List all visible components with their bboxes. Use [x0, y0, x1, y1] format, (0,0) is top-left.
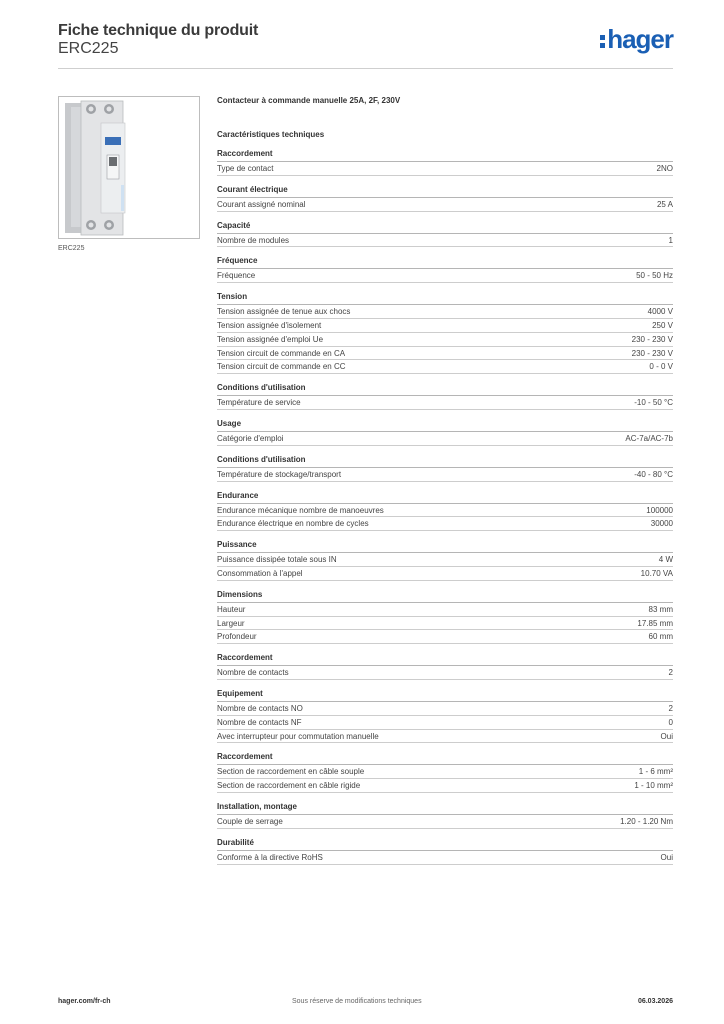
logo-dots-icon [600, 35, 605, 48]
spec-label: Température de stockage/transport [217, 469, 342, 479]
spec-label: Section de raccordement en câble rigide [217, 781, 361, 791]
spec-row [217, 396, 673, 410]
spec-value: -10 - 50 °C [634, 398, 673, 408]
spec-section [217, 292, 673, 374]
header-divider [58, 68, 673, 69]
spec-value: Oui [660, 852, 673, 862]
product-description: Contacteur à commande manuelle 25A, 2F, 230V [217, 96, 401, 105]
spec-label: Section de raccordement en câble souple [217, 767, 365, 777]
spec-section [217, 256, 673, 283]
spec-row [217, 504, 673, 518]
spec-row [217, 198, 673, 212]
spec-value: 230 - 230 V [631, 348, 673, 358]
spec-label: Avec interrupteur pour commutation manuelle [217, 731, 379, 741]
spec-value: 100000 [646, 505, 673, 515]
spec-row [217, 347, 673, 361]
logo-text: hager [607, 24, 673, 54]
spec-value: 250 V [652, 320, 673, 330]
spec-label: Tension assignée d'emploi Ue [217, 334, 324, 344]
product-reference: ERC225 [58, 40, 119, 57]
spec-value: 0 [668, 717, 673, 727]
spec-row [217, 432, 673, 446]
spec-section [217, 802, 673, 829]
spec-row [217, 333, 673, 347]
spec-value: 50 - 50 Hz [636, 271, 673, 281]
section-title: Capacité [217, 221, 673, 234]
spec-row [217, 360, 673, 374]
spec-sections [217, 149, 673, 865]
spec-row [217, 269, 673, 283]
spec-section [217, 540, 673, 581]
section-title: Installation, montage [217, 802, 673, 815]
spec-label: Tension circuit de commande en CA [217, 348, 346, 358]
spec-label: Nombre de contacts NO [217, 703, 303, 713]
hager-logo [600, 26, 673, 52]
spec-value: 1.20 - 1.20 Nm [620, 816, 673, 826]
technical-characteristics-heading: Caractéristiques techniques [217, 130, 325, 139]
spec-label: Catégorie d'emploi [217, 433, 284, 443]
spec-value: 83 mm [648, 604, 673, 614]
spec-section [217, 653, 673, 680]
spec-section [217, 149, 673, 176]
spec-label: Puissance dissipée totale sous IN [217, 555, 337, 565]
spec-value: 1 - 10 mm² [634, 781, 673, 791]
spec-row [217, 305, 673, 319]
spec-row [217, 468, 673, 482]
spec-section [217, 752, 673, 793]
section-title: Equipement [217, 689, 673, 702]
spec-section [217, 689, 673, 743]
spec-row [217, 716, 673, 730]
spec-value: 60 mm [648, 632, 673, 642]
spec-label: Tension assignée de tenue aux chocs [217, 307, 351, 317]
spec-label: Température de service [217, 398, 301, 408]
spec-row [217, 779, 673, 793]
spec-label: Largeur [217, 618, 245, 628]
spec-label: Hauteur [217, 604, 246, 614]
spec-row [217, 617, 673, 631]
section-title: Raccordement [217, 752, 673, 765]
spec-value: 17.85 mm [637, 618, 673, 628]
spec-section [217, 491, 673, 532]
spec-label: Fréquence [217, 271, 256, 281]
spec-value: 4000 V [647, 307, 673, 317]
spec-content [217, 96, 673, 865]
spec-label: Consommation à l'appel [217, 568, 303, 578]
spec-row [217, 517, 673, 531]
spec-value: 2 [668, 668, 673, 678]
spec-row [217, 162, 673, 176]
spec-row [217, 567, 673, 581]
spec-value: 4 W [658, 555, 673, 565]
image-caption: ERC225 [58, 245, 85, 252]
spec-row [217, 630, 673, 644]
section-title: Usage [217, 419, 673, 432]
spec-section [217, 221, 673, 248]
spec-row [217, 851, 673, 865]
spec-label: Endurance électrique en nombre de cycles [217, 519, 369, 529]
spec-value: 0 - 0 V [649, 362, 673, 372]
section-title: Durabilité [217, 838, 673, 851]
spec-value: 230 - 230 V [631, 334, 673, 344]
spec-label: Tension assignée d'isolement [217, 320, 322, 330]
spec-label: Endurance mécanique nombre de manoeuvres [217, 505, 384, 515]
spec-row [217, 603, 673, 617]
spec-value: 25 A [656, 199, 673, 209]
spec-row [217, 730, 673, 744]
section-title: Endurance [217, 491, 673, 504]
footer-date: 06.03.2026 [637, 998, 673, 1005]
spec-label: Tension circuit de commande en CC [217, 362, 346, 372]
footer-disclaimer: Sous réserve de modifications techniques [292, 998, 422, 1005]
spec-label: Type de contact [217, 164, 274, 173]
contactor-illustration [59, 97, 199, 238]
spec-section [217, 455, 673, 482]
spec-label: Nombre de modules [217, 235, 290, 245]
section-title: Fréquence [217, 256, 673, 269]
spec-value: 2NO [656, 164, 673, 173]
section-title: Courant électrique [217, 185, 673, 198]
spec-value: 1 - 6 mm² [638, 767, 673, 777]
spec-value: -40 - 80 °C [634, 469, 673, 479]
section-title: Conditions d'utilisation [217, 455, 673, 468]
footer-website-link[interactable]: hager.com/fr-ch [58, 998, 111, 1005]
spec-row [217, 319, 673, 333]
spec-label: Courant assigné nominal [217, 199, 306, 209]
spec-value: AC-7a/AC-7b [625, 433, 673, 443]
page-header [58, 20, 673, 68]
spec-row [217, 666, 673, 680]
spec-section [217, 383, 673, 410]
document-title: Fiche technique du produit [58, 22, 259, 39]
spec-row [217, 815, 673, 829]
spec-section [217, 838, 673, 865]
spec-section [217, 590, 673, 644]
spec-label: Nombre de contacts NF [217, 717, 302, 727]
spec-label: Profondeur [217, 632, 257, 642]
section-title: Conditions d'utilisation [217, 383, 673, 396]
section-title: Tension [217, 292, 673, 305]
spec-value: Oui [660, 731, 673, 741]
spec-label: Conforme à la directive RoHS [217, 852, 323, 862]
spec-row [217, 553, 673, 567]
spec-row [217, 765, 673, 779]
section-title: Dimensions [217, 590, 673, 603]
spec-row [217, 702, 673, 716]
spec-label: Couple de serrage [217, 816, 283, 826]
spec-section [217, 185, 673, 212]
spec-value: 1 [668, 235, 673, 245]
spec-section [217, 419, 673, 446]
section-title: Puissance [217, 540, 673, 553]
spec-value: 2 [668, 703, 673, 713]
spec-label: Nombre de contacts [217, 668, 289, 678]
section-title: Raccordement [217, 149, 673, 162]
section-title: Raccordement [217, 653, 673, 666]
spec-value: 30000 [650, 519, 673, 529]
product-image [58, 96, 200, 239]
spec-row [217, 234, 673, 248]
spec-value: 10.70 VA [640, 568, 673, 578]
